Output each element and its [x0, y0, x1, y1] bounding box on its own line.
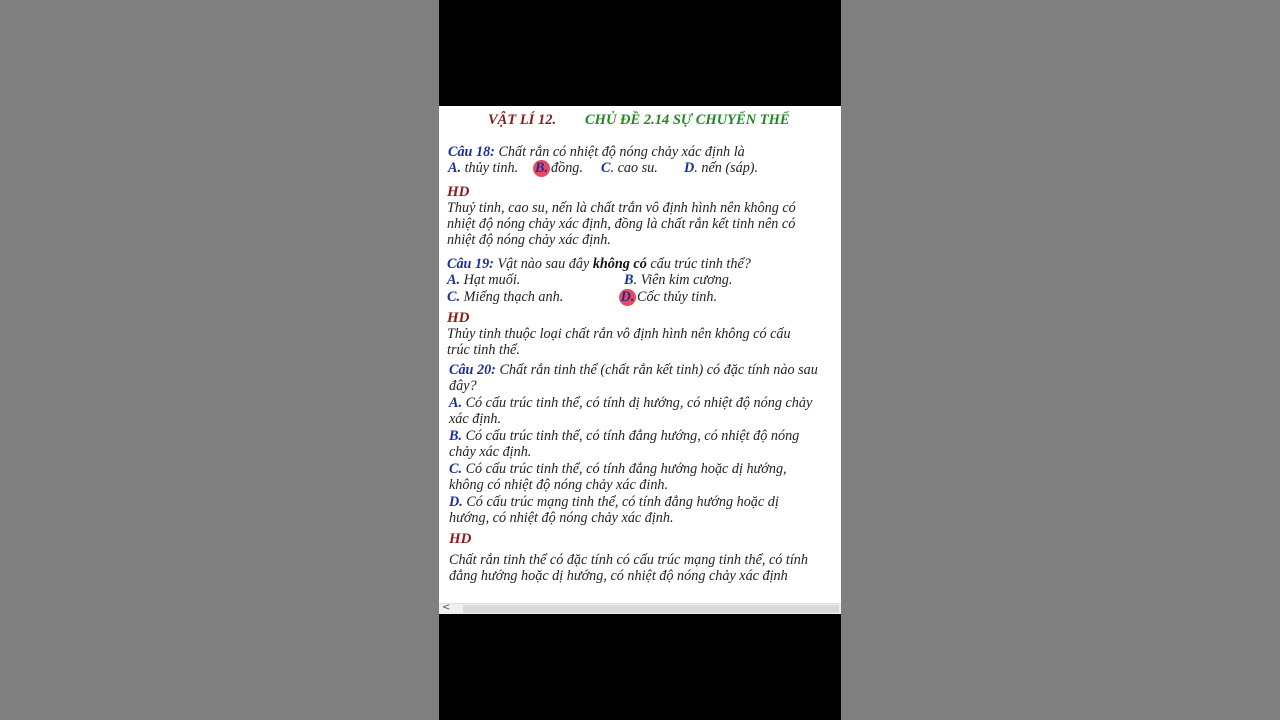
option-letter: B	[624, 272, 634, 288]
option-letter: A.	[448, 160, 462, 176]
selected-answer-marker: D.	[620, 289, 635, 305]
question-emphasis: không có	[592, 256, 647, 272]
question-19	[447, 256, 751, 272]
question-18-option-c	[601, 160, 658, 176]
option-text: Miếng thạch anh.	[460, 289, 564, 305]
hd-label: HD	[449, 531, 472, 547]
option-text: Có cấu trúc tinh thể, có tính đẳng hướng, có nhiệt độ nóng	[462, 428, 800, 444]
option-letter: D.	[449, 494, 463, 510]
option-text: Cốc thủy tinh.	[637, 289, 717, 305]
option-letter: D	[684, 160, 695, 176]
question-19-option-d-selected	[619, 289, 717, 306]
option-text: . nến (sáp).	[694, 160, 759, 176]
hd-line: Chất rắn tinh thể có đặc tính có cấu trúc mạng tinh thể, có tính	[449, 552, 808, 568]
option-text-continued: chảy xác định.	[449, 444, 532, 460]
option-letter: B.	[449, 428, 463, 444]
option-text: Có cấu trúc mạng tinh thể, có tính đẳng hướng hoặc dị	[462, 494, 779, 510]
document-page	[439, 106, 841, 603]
question-19-option-c	[447, 289, 563, 305]
question-number: Câu 19:	[447, 256, 494, 272]
option-letter: A.	[449, 395, 463, 411]
option-text: . Viên kim cương.	[633, 272, 733, 288]
option-letter: C	[601, 160, 611, 176]
question-20-option-c	[449, 461, 787, 477]
hd-line: nhiệt độ nóng chảy xác định, đồng là chất rắn kết tinh nên có	[447, 216, 796, 232]
question-20-line-2: đây?	[449, 378, 477, 394]
option-letter: C.	[449, 461, 463, 477]
question-19-option-a	[447, 272, 520, 288]
question-20-option-b	[449, 428, 799, 444]
topic-header: CHỦ ĐỀ 2.14 SỰ CHUYỂN THỂ	[585, 112, 790, 128]
option-text-continued: hướng, có nhiệt độ nóng chảy xác định.	[449, 510, 674, 526]
question-text: Vật nào sau đây	[493, 256, 593, 272]
hd-label: HD	[447, 184, 470, 200]
option-text: Có cấu trúc tinh thể, có tính đẳng hướng hoặc dị hướng,	[462, 461, 787, 477]
question-text: Chất rắn tinh thể (chất rắn kết tinh) có đặc tính nào sau	[495, 362, 818, 378]
option-letter: A.	[447, 272, 461, 288]
question-18-option-d	[684, 160, 758, 176]
option-text: thủy tinh.	[461, 160, 519, 176]
option-text-continued: xác định.	[449, 411, 502, 427]
selected-answer-marker: B.	[534, 160, 548, 176]
option-text: . cao su.	[610, 160, 658, 176]
question-number: Câu 20:	[449, 362, 496, 378]
horizontal-scrollbar[interactable]	[439, 603, 841, 614]
question-18-option-b-selected	[533, 160, 583, 177]
scrollbar-thumb[interactable]	[463, 605, 839, 613]
hd-line: Thủy tinh thuộc loại chất rắn vô định hình nên không có cấu	[447, 326, 791, 342]
question-18	[448, 144, 745, 160]
option-letter: C.	[447, 289, 461, 305]
option-text: Có cấu trúc tinh thể, có tính dị hướng, có nhiệt độ nóng chảy	[462, 395, 813, 411]
hd-label: HD	[447, 310, 470, 326]
question-20-option-a	[449, 395, 812, 411]
subject-header: VẬT LÍ 12.	[488, 112, 557, 128]
question-20-option-d	[449, 494, 779, 510]
question-text: cấu trúc tinh thể?	[646, 256, 751, 272]
hd-line: nhiệt độ nóng chảy xác định.	[447, 232, 611, 248]
option-text: Hạt muối.	[460, 272, 521, 288]
hd-line: đẳng hướng hoặc dị hướng, có nhiệt độ nóng chảy xác định	[449, 568, 788, 584]
option-text: đồng.	[551, 160, 583, 176]
question-18-option-a	[448, 160, 518, 176]
hd-line: trúc tinh thể.	[447, 342, 520, 358]
question-19-option-b	[624, 272, 732, 288]
question-text: Chất rắn có nhiệt độ nóng chảy xác định là	[494, 144, 745, 160]
question-number: Câu 18:	[448, 144, 495, 160]
option-text-continued: không có nhiệt độ nóng chảy xác đinh.	[449, 477, 669, 493]
scroll-left-icon[interactable]: <	[442, 602, 451, 613]
question-20	[449, 362, 818, 378]
hd-line: Thuỷ tinh, cao su, nến là chất trắn vô định hình nên không có	[447, 200, 796, 216]
